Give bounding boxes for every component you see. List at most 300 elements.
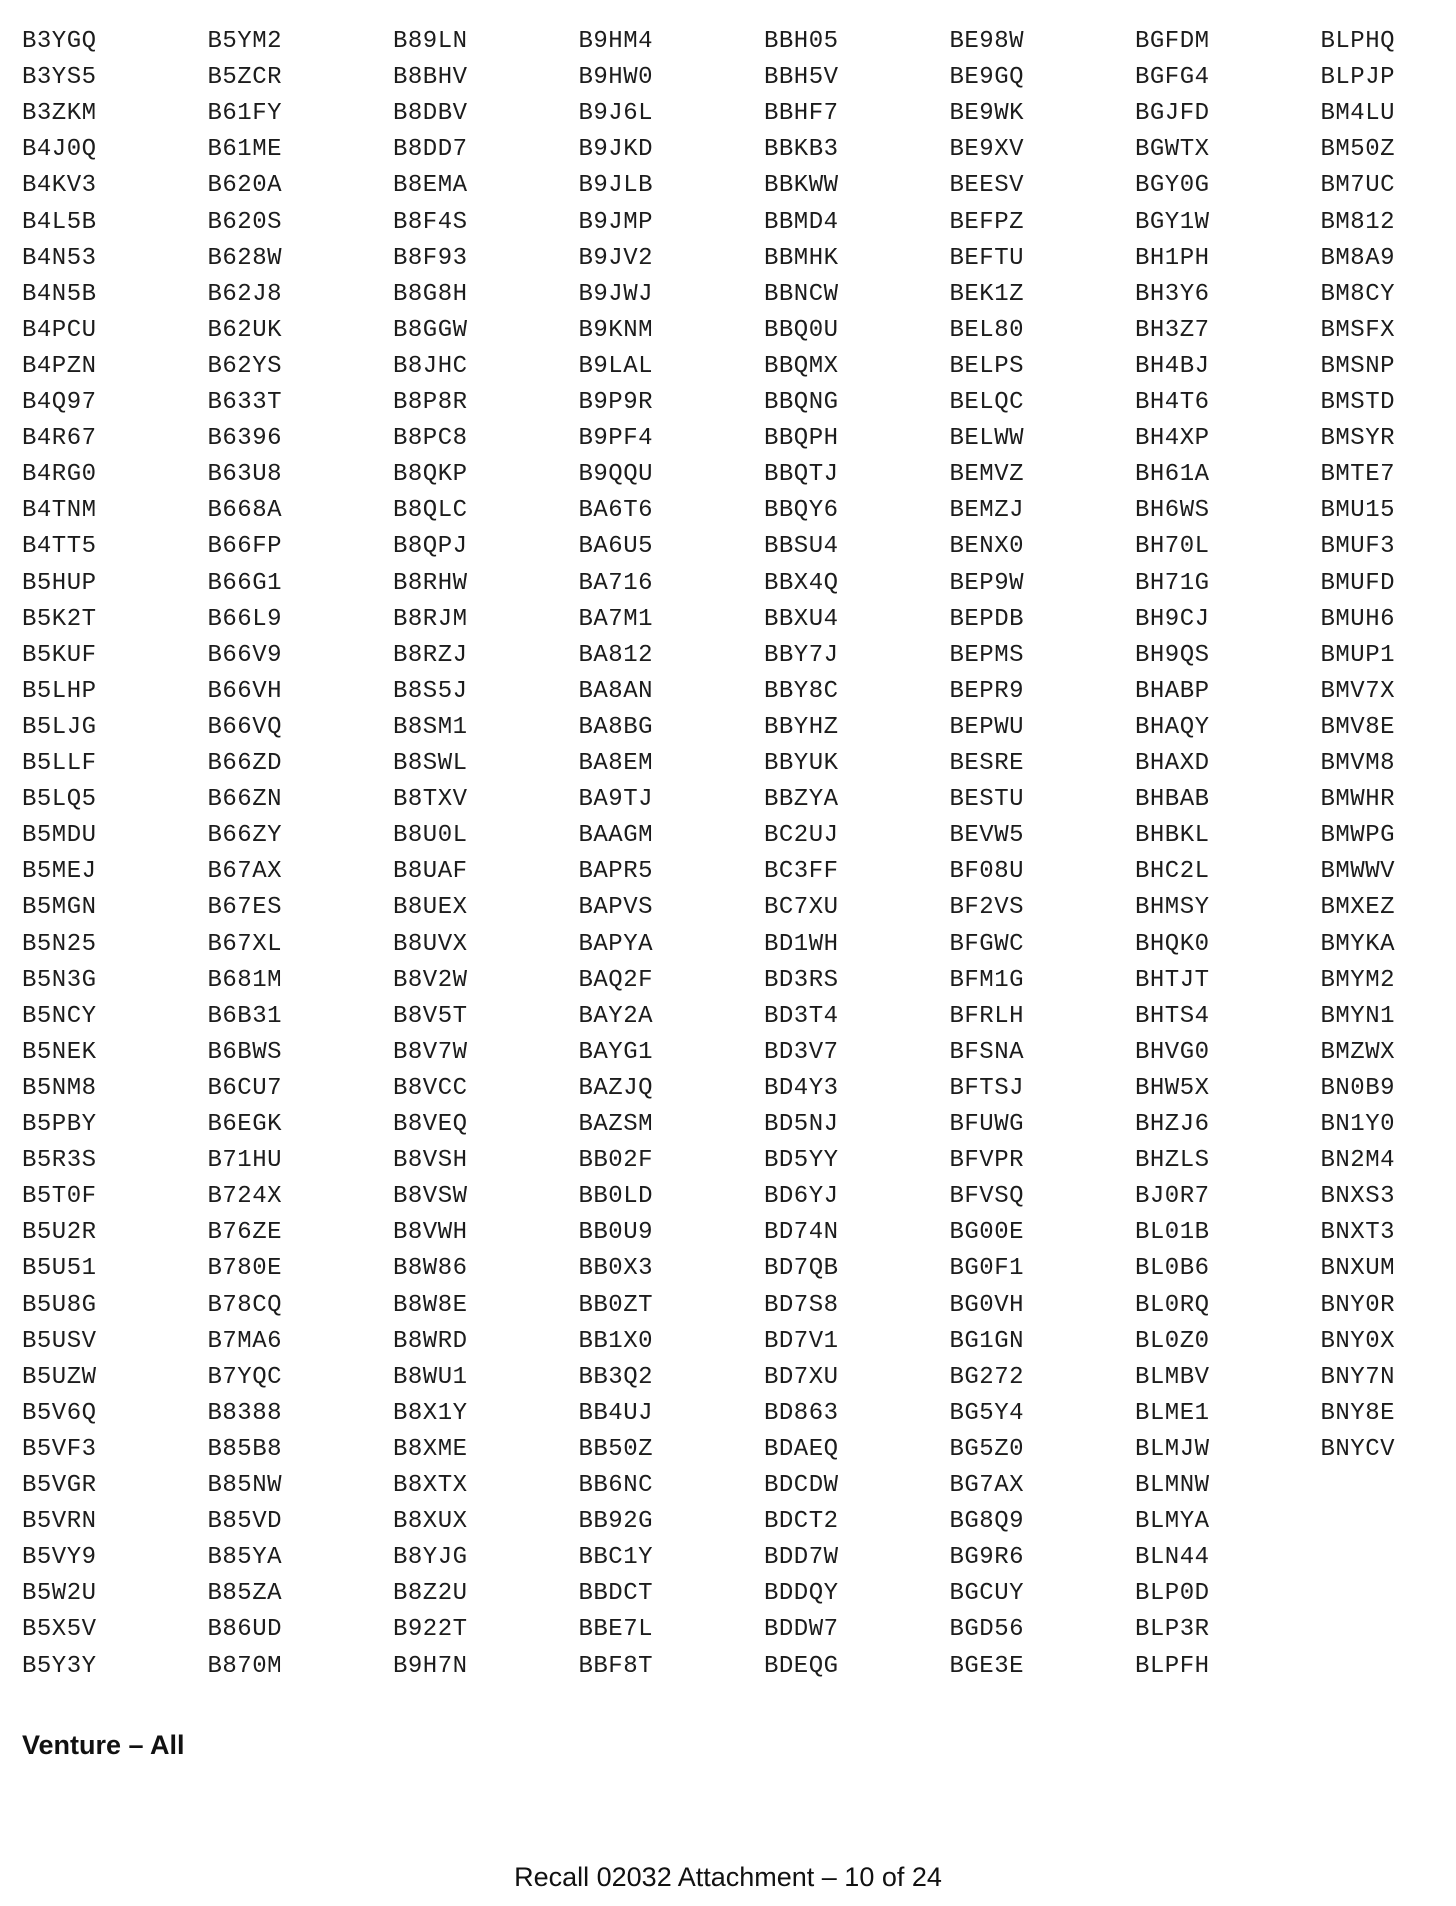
vin-code: BGJFD: [1135, 100, 1210, 128]
vin-code: B8V2W: [393, 966, 468, 994]
vin-code: BC3FF: [764, 858, 839, 886]
vin-code: BGFDM: [1135, 28, 1210, 55]
vin-code: BL01B: [1135, 1219, 1210, 1247]
vin-code: B6EGK: [207, 1111, 283, 1138]
vin-code: BAZSM: [578, 1111, 654, 1138]
vin-code: B5VGR: [22, 1472, 97, 1499]
vin-code: BMYM2: [1320, 966, 1396, 994]
vin-code: BEP9W: [949, 569, 1025, 597]
vin-code: B8UAF: [393, 858, 468, 886]
vin-code: BAZJQ: [578, 1074, 654, 1102]
vin-code: BAQ2F: [578, 966, 654, 994]
vin-code: BAY2A: [578, 1002, 654, 1030]
vin-code: BLPJP: [1320, 64, 1396, 92]
vin-code: BD3T4: [764, 1002, 839, 1030]
vin-code: BLPFH: [1135, 1652, 1210, 1680]
vin-code: B5VRN: [22, 1508, 97, 1536]
vin-code: BH70L: [1135, 533, 1210, 561]
vin-code: BGE3E: [949, 1652, 1025, 1680]
vin-code: B62YS: [207, 352, 283, 380]
vin-code-grid: [22, 24, 1432, 1696]
vin-code: B9J6L: [578, 100, 654, 128]
vin-code: BF2VS: [949, 894, 1025, 922]
vin-code: B63U8: [207, 461, 283, 489]
vin-code: B66VH: [207, 677, 283, 705]
vin-code: B8PC8: [393, 425, 468, 453]
vin-code: BEVW5: [949, 822, 1025, 850]
vin-code: B76ZE: [207, 1219, 283, 1247]
vin-code: B922T: [393, 1616, 468, 1644]
vin-code: B71HU: [207, 1147, 283, 1175]
vin-code: B8RHW: [393, 569, 468, 597]
vin-code: BEFPZ: [949, 208, 1025, 236]
vin-code: BDDQY: [764, 1580, 839, 1608]
vin-code: B633T: [207, 389, 283, 416]
vin-code: BBYHZ: [764, 713, 839, 741]
vin-code: B9LAL: [578, 352, 654, 380]
vin-code: B8VWH: [393, 1219, 468, 1247]
vin-code: BG5Z0: [949, 1435, 1025, 1463]
vin-code: BELWW: [949, 425, 1025, 453]
vin-code: BBE7L: [578, 1616, 654, 1644]
vin-code: B780E: [207, 1255, 283, 1283]
vin-code: B8F4S: [393, 208, 468, 236]
vin-code: B5K2T: [22, 605, 97, 633]
vin-code: B8BHV: [393, 64, 468, 92]
vin-code: B8S5J: [393, 677, 468, 705]
vin-code: BNY8E: [1320, 1399, 1396, 1427]
vin-code: BNYCV: [1320, 1435, 1396, 1463]
vin-code: B9JV2: [578, 244, 654, 272]
vin-code: BC7XU: [764, 894, 839, 922]
vin-code: BH3Z7: [1135, 316, 1210, 344]
vin-code: BA8AN: [578, 677, 654, 705]
vin-code: B5HUP: [22, 569, 97, 597]
vin-code: BMTE7: [1320, 461, 1396, 489]
vin-code: BD863: [764, 1399, 839, 1427]
vin-code: B8DD7: [393, 136, 468, 164]
vin-code: BFUWG: [949, 1111, 1025, 1138]
vin-code: BGY0G: [1135, 172, 1210, 200]
vin-code: BNY7N: [1320, 1363, 1396, 1391]
vin-code: BG0VH: [949, 1291, 1025, 1319]
vin-code: B4TNM: [22, 497, 97, 525]
vin-code: BHAXD: [1135, 750, 1210, 777]
vin-code: BBMHK: [764, 244, 839, 272]
vin-code: BNXT3: [1320, 1219, 1396, 1247]
vin-code: BBDCT: [578, 1580, 654, 1608]
vin-code: B8UEX: [393, 894, 468, 922]
vin-code: BM50Z: [1320, 136, 1396, 164]
vin-code: BMV8E: [1320, 713, 1396, 741]
vin-code: B5MDU: [22, 822, 97, 850]
vin-code: B5LQ5: [22, 786, 97, 814]
vin-code: BD7QB: [764, 1255, 839, 1283]
vin-code: BBQPH: [764, 425, 839, 453]
vin-code: B8SM1: [393, 713, 468, 741]
vin-code: BNY0R: [1320, 1291, 1396, 1319]
vin-code: BEMVZ: [949, 461, 1025, 489]
vin-code: BC2UJ: [764, 822, 839, 850]
vin-code: B85YA: [207, 1544, 283, 1572]
vin-code: B8G8H: [393, 280, 468, 308]
vin-code: B8VCC: [393, 1074, 468, 1102]
vin-code: BBH5V: [764, 64, 839, 92]
vin-code: BELQC: [949, 389, 1025, 416]
vin-code: BMSYR: [1320, 425, 1396, 453]
vin-code: BG00E: [949, 1219, 1025, 1247]
vin-code: BHC2L: [1135, 858, 1210, 886]
vin-code: BBSU4: [764, 533, 839, 561]
vin-code: B5W2U: [22, 1580, 97, 1608]
vin-code: BEPWU: [949, 713, 1025, 741]
vin-code: B8W86: [393, 1255, 468, 1283]
vin-code: BD7V1: [764, 1327, 839, 1355]
vin-code: BGY1W: [1135, 208, 1210, 236]
vin-code: BLP3R: [1135, 1616, 1210, 1644]
vin-code: BN1Y0: [1320, 1111, 1396, 1138]
vin-code: BBHF7: [764, 100, 839, 128]
vin-code: B66L9: [207, 605, 283, 633]
vin-code: B9HW0: [578, 64, 654, 92]
vin-code: BHTS4: [1135, 1002, 1210, 1030]
vin-code: B66V9: [207, 641, 283, 669]
vin-code: BBH05: [764, 28, 839, 55]
vin-code: BL0Z0: [1135, 1327, 1210, 1355]
vin-code: BDAEQ: [764, 1435, 839, 1463]
vin-code: BG9R6: [949, 1544, 1025, 1572]
vin-code: B8V5T: [393, 1002, 468, 1030]
vin-code: BMWWV: [1320, 858, 1396, 886]
vin-code: BM8A9: [1320, 244, 1396, 272]
vin-code: B89LN: [393, 28, 468, 55]
vin-code: BN0B9: [1320, 1074, 1396, 1102]
vin-code: BD6YJ: [764, 1183, 839, 1211]
vin-code: BH1PH: [1135, 244, 1210, 272]
vin-code: BFSNA: [949, 1038, 1025, 1066]
vin-code: B9JMP: [578, 208, 654, 236]
vin-code: B7YQC: [207, 1363, 283, 1391]
vin-code: B66ZD: [207, 750, 283, 777]
vin-code: BBQTJ: [764, 461, 839, 489]
vin-code: BELPS: [949, 352, 1025, 380]
vin-code: BE9GQ: [949, 64, 1025, 92]
vin-code: BESRE: [949, 750, 1025, 777]
vin-code: BBNCW: [764, 280, 839, 308]
vin-code: B8QKP: [393, 461, 468, 489]
vin-code: B4TT5: [22, 533, 97, 561]
vin-code: BGWTX: [1135, 136, 1210, 164]
vin-code: B61ME: [207, 136, 283, 164]
vin-code: BGD56: [949, 1616, 1025, 1644]
vin-code: B9KNM: [578, 316, 654, 344]
vin-code: B4Q97: [22, 389, 97, 416]
vin-code: BBKWW: [764, 172, 839, 200]
vin-code: B8XME: [393, 1435, 468, 1463]
vin-code: BEMZJ: [949, 497, 1025, 525]
vin-code: BBX4Q: [764, 569, 839, 597]
vin-code: B62UK: [207, 316, 283, 344]
vin-code: BBQNG: [764, 389, 839, 416]
vin-code: B8F93: [393, 244, 468, 272]
vin-code: B8WU1: [393, 1363, 468, 1391]
vin-code: BEPMS: [949, 641, 1025, 669]
vin-code: B628W: [207, 244, 283, 272]
vin-code: BGFG4: [1135, 64, 1210, 92]
vin-code: BBC1Y: [578, 1544, 654, 1572]
vin-code: BAPYA: [578, 930, 654, 958]
vin-code: BBY7J: [764, 641, 839, 669]
vin-code: BA8EM: [578, 750, 654, 777]
vin-code: B7MA6: [207, 1327, 283, 1355]
vin-code: B5Y3Y: [22, 1652, 97, 1680]
vin-code: BNXS3: [1320, 1183, 1396, 1211]
vin-code: B9HM4: [578, 28, 654, 55]
vin-code: B9JWJ: [578, 280, 654, 308]
vin-code: BH61A: [1135, 461, 1210, 489]
vin-code: B3YGQ: [22, 28, 97, 55]
vin-code: BHBKL: [1135, 822, 1210, 850]
vin-code: B5PBY: [22, 1111, 97, 1138]
vin-code: B66FP: [207, 533, 283, 561]
vin-code: B8WRD: [393, 1327, 468, 1355]
vin-code: BEPR9: [949, 677, 1025, 705]
vin-code: BHAQY: [1135, 713, 1210, 741]
vin-code: B870M: [207, 1652, 283, 1680]
vin-code: BLMBV: [1135, 1363, 1210, 1391]
vin-code: BH9QS: [1135, 641, 1210, 669]
vin-code: B8YJG: [393, 1544, 468, 1572]
vin-code: B5U8G: [22, 1291, 97, 1319]
vin-code: BLMYA: [1135, 1508, 1210, 1536]
vin-code: BFRLH: [949, 1002, 1025, 1030]
vin-code: BEL80: [949, 316, 1025, 344]
vin-code: BH4XP: [1135, 425, 1210, 453]
vin-code: BBYUK: [764, 750, 839, 777]
vin-code: B8TXV: [393, 786, 468, 814]
vin-code: BH71G: [1135, 569, 1210, 597]
vin-code: BM4LU: [1320, 100, 1396, 128]
vin-code: BBXU4: [764, 605, 839, 633]
vin-code: B85VD: [207, 1508, 283, 1536]
vin-code: B5ZCR: [207, 64, 283, 92]
vin-code: B85ZA: [207, 1580, 283, 1608]
vin-code: B67XL: [207, 930, 283, 958]
vin-code: B8U0L: [393, 822, 468, 850]
vin-code: BMXEZ: [1320, 894, 1396, 922]
vin-code: BFM1G: [949, 966, 1025, 994]
vin-code: BD7S8: [764, 1291, 839, 1319]
vin-code: BB0X3: [578, 1255, 654, 1283]
vin-code: BEK1Z: [949, 280, 1025, 308]
vin-code: BB02F: [578, 1147, 654, 1175]
vin-code: B8RZJ: [393, 641, 468, 669]
vin-code: BEESV: [949, 172, 1025, 200]
vin-code: B66ZN: [207, 786, 283, 814]
vin-code: B5N3G: [22, 966, 97, 994]
vin-code: B5R3S: [22, 1147, 97, 1175]
vin-code: BLPHQ: [1320, 28, 1396, 55]
vin-code: B8W8E: [393, 1291, 468, 1319]
vin-code: B5LLF: [22, 750, 97, 777]
vin-code: BD1WH: [764, 930, 839, 958]
vin-code: B8XUX: [393, 1508, 468, 1536]
vin-code: B4J0Q: [22, 136, 97, 164]
vin-code: BBMD4: [764, 208, 839, 236]
vin-code: B5NEK: [22, 1038, 97, 1066]
vin-code: B6396: [207, 425, 283, 453]
vin-code: B86UD: [207, 1616, 283, 1644]
vin-code: BBQMX: [764, 352, 839, 380]
vin-code: BB0ZT: [578, 1291, 654, 1319]
vin-code: B5VF3: [22, 1435, 97, 1463]
vin-code: BMSFX: [1320, 316, 1396, 344]
vin-code: B6B31: [207, 1002, 283, 1030]
vin-code: B4L5B: [22, 208, 97, 236]
vin-code: BFVSQ: [949, 1183, 1025, 1211]
vin-code: BDCDW: [764, 1472, 839, 1499]
vin-code: B61FY: [207, 100, 283, 128]
vin-code: BJ0R7: [1135, 1183, 1210, 1211]
vin-code: B8GGW: [393, 316, 468, 344]
vin-code: B8XTX: [393, 1472, 468, 1499]
vin-code: B8VSW: [393, 1183, 468, 1211]
vin-code: BB50Z: [578, 1435, 654, 1463]
vin-code: BD5YY: [764, 1147, 839, 1175]
vin-code: BB1X0: [578, 1327, 654, 1355]
vin-code: BLP0D: [1135, 1580, 1210, 1608]
vin-code: BBQY6: [764, 497, 839, 525]
vin-code: BH4T6: [1135, 389, 1210, 416]
vin-code: B9PF4: [578, 425, 654, 453]
vin-code: BN2M4: [1320, 1147, 1396, 1175]
vin-code: BEFTU: [949, 244, 1025, 272]
vin-code: BH4BJ: [1135, 352, 1210, 380]
vin-code: B5KUF: [22, 641, 97, 669]
vin-code: BD4Y3: [764, 1074, 839, 1102]
vin-code: BB92G: [578, 1508, 654, 1536]
vin-code: BM7UC: [1320, 172, 1396, 200]
vin-code: BLMJW: [1135, 1435, 1210, 1463]
vin-code: BMUF3: [1320, 533, 1396, 561]
vin-code: B5MEJ: [22, 858, 97, 886]
vin-code: B4PZN: [22, 352, 97, 380]
vin-code: BE98W: [949, 28, 1025, 55]
vin-code: BLN44: [1135, 1544, 1210, 1572]
vin-code: B6BWS: [207, 1038, 283, 1066]
vin-code: B66VQ: [207, 713, 283, 741]
vin-code: BM812: [1320, 208, 1396, 236]
vin-code: BHZJ6: [1135, 1111, 1210, 1138]
vin-code: BLMNW: [1135, 1472, 1210, 1499]
vin-code: B5N25: [22, 930, 97, 958]
vin-code: BM8CY: [1320, 280, 1396, 308]
vin-code: B5NCY: [22, 1002, 97, 1030]
vin-code: BHW5X: [1135, 1074, 1210, 1102]
vin-code: B8Z2U: [393, 1580, 468, 1608]
vin-code: BMWHR: [1320, 786, 1396, 814]
vin-code: BFTSJ: [949, 1074, 1025, 1102]
vin-code: B668A: [207, 497, 283, 525]
vin-code: BENX0: [949, 533, 1025, 561]
vin-code: B8P8R: [393, 389, 468, 416]
vin-code: BF08U: [949, 858, 1025, 886]
vin-code: B66ZY: [207, 822, 283, 850]
vin-code: BMYN1: [1320, 1002, 1396, 1030]
vin-code: B5LHP: [22, 677, 97, 705]
vin-code: BGCUY: [949, 1580, 1025, 1608]
vin-code: B3YS5: [22, 64, 97, 92]
vin-code: B8QPJ: [393, 533, 468, 561]
vin-code: B681M: [207, 966, 283, 994]
vin-code: B8SWL: [393, 750, 468, 777]
vin-code: BB3Q2: [578, 1363, 654, 1391]
vin-code: B5UZW: [22, 1363, 97, 1391]
vin-code: B85NW: [207, 1472, 283, 1499]
vin-code: B9P9R: [578, 389, 654, 416]
vin-code: B8JHC: [393, 352, 468, 380]
vin-code: BB6NC: [578, 1472, 654, 1499]
vin-code: BDDW7: [764, 1616, 839, 1644]
vin-code: B8DBV: [393, 100, 468, 128]
vin-code: B724X: [207, 1183, 283, 1211]
vin-code: BA716: [578, 569, 654, 597]
vin-code: BE9XV: [949, 136, 1025, 164]
vin-code: BHMSY: [1135, 894, 1210, 922]
vin-code: BL0B6: [1135, 1255, 1210, 1283]
vin-code: B4PCU: [22, 316, 97, 344]
vin-code: BFVPR: [949, 1147, 1025, 1175]
vin-code: BMUH6: [1320, 605, 1396, 633]
vin-code: BHVG0: [1135, 1038, 1210, 1066]
vin-code: B8X1Y: [393, 1399, 468, 1427]
vin-code: BE9WK: [949, 100, 1025, 128]
vin-code: BBY8C: [764, 677, 839, 705]
vin-code: B8QLC: [393, 497, 468, 525]
vin-code: B8388: [207, 1399, 283, 1427]
vin-code: BHZLS: [1135, 1147, 1210, 1175]
vin-code: B4RG0: [22, 461, 97, 489]
vin-code: BMUP1: [1320, 641, 1396, 669]
vin-code: B620A: [207, 172, 283, 200]
vin-code: B5MGN: [22, 894, 97, 922]
vin-code: B8EMA: [393, 172, 468, 200]
vin-code: BB4UJ: [578, 1399, 654, 1427]
vin-code: BMSNP: [1320, 352, 1396, 380]
vin-code: BG7AX: [949, 1472, 1025, 1499]
vin-code: B6CU7: [207, 1074, 283, 1102]
vin-code: BAPVS: [578, 894, 654, 922]
vin-code: BL0RQ: [1135, 1291, 1210, 1319]
vin-code: B5NM8: [22, 1074, 97, 1102]
vin-code: BD7XU: [764, 1363, 839, 1391]
vin-code: BD5NJ: [764, 1111, 839, 1138]
vin-code: BA6U5: [578, 533, 654, 561]
vin-code: BBZYA: [764, 786, 839, 814]
vin-code: B5T0F: [22, 1183, 97, 1211]
vin-code: B8VEQ: [393, 1111, 468, 1138]
vin-code: B5USV: [22, 1327, 97, 1355]
vin-code: B5VY9: [22, 1544, 97, 1572]
section-heading: Venture – All: [22, 1730, 185, 1760]
vin-code: BB0U9: [578, 1219, 654, 1247]
vin-code: B8VSH: [393, 1147, 468, 1175]
vin-code: BG0F1: [949, 1255, 1025, 1283]
vin-code: BA812: [578, 641, 654, 669]
vin-code: BBKB3: [764, 136, 839, 164]
vin-code: B78CQ: [207, 1291, 283, 1319]
vin-code: BHABP: [1135, 677, 1210, 705]
